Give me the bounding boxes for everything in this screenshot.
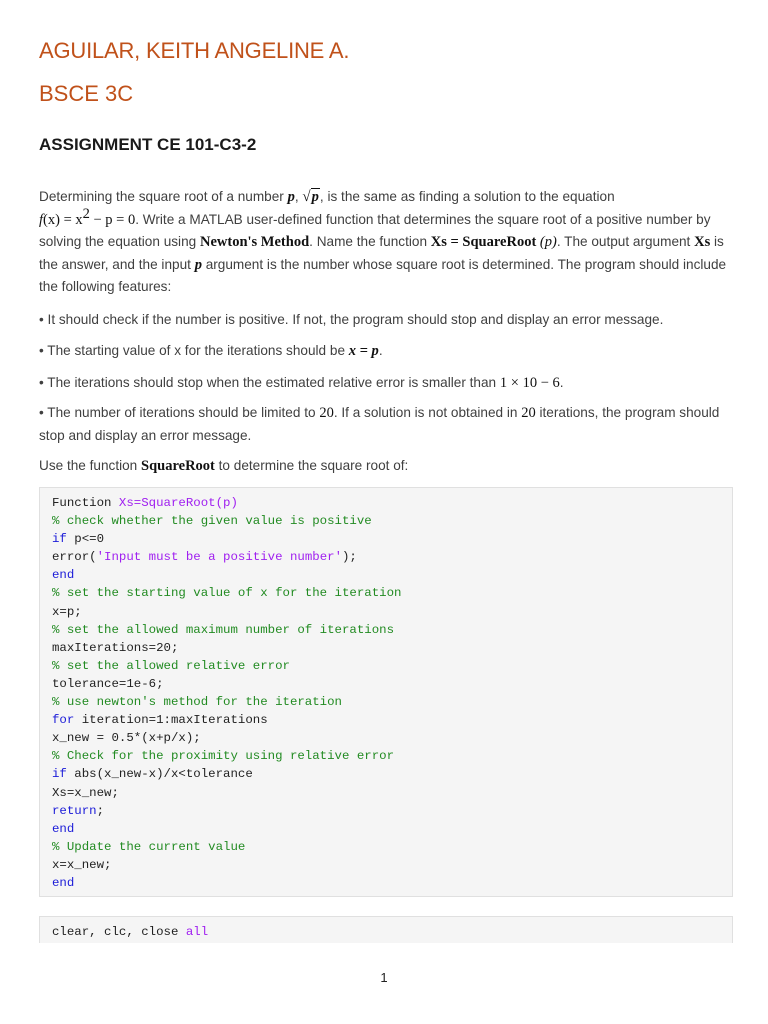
code-text: Function: [52, 496, 119, 510]
code-text: p<=0: [66, 532, 105, 547]
math-20: 20: [521, 405, 536, 421]
bullet-1: • It should check if the number is positive. If not, the program should stop and display an error message.: [39, 312, 664, 327]
math-p: p: [287, 189, 295, 205]
code-listing: [40, 488, 732, 892]
math-sup: 2: [82, 205, 90, 222]
author-section: BSCE 3C: [39, 81, 134, 106]
code-keyword: all: [185, 925, 209, 939]
code-comment: % Update the current value: [52, 839, 246, 854]
code-comment: % check whether the given value is positive: [52, 514, 372, 529]
bullet-4: [39, 402, 733, 446]
bullet-2: [39, 340, 733, 363]
code-text: maxIterations=20;: [52, 640, 179, 655]
text: to determine the square root of:: [214, 458, 409, 473]
text: . If a solution is not obtained in: [333, 405, 522, 420]
newton-method: Newton's Method: [199, 234, 310, 250]
sqrt-symbol: √: [302, 189, 311, 205]
text: • The starting value of x for the iterations should be: [39, 343, 349, 358]
code-text: ;: [96, 803, 105, 818]
function-arg: (p): [536, 234, 557, 250]
text: .: [559, 375, 564, 390]
math-tolerance: 1 × 10 − 6: [499, 375, 560, 391]
math-20: 20: [319, 405, 334, 421]
input-arg: p: [194, 256, 202, 273]
text: . Name the function: [309, 234, 431, 249]
code-comment: % Check for the proximity using relative error: [52, 749, 395, 764]
text: . The output argument: [556, 234, 695, 249]
code-text: Xs=x_new;: [52, 785, 119, 800]
code-text: );: [342, 550, 357, 565]
text: .: [378, 343, 383, 358]
code-block-script: [39, 916, 733, 943]
page-number: 1: [380, 970, 388, 985]
text: Use the function: [39, 458, 142, 473]
code-keyword: end: [52, 875, 75, 890]
code-text: tolerance=1e-6;: [52, 676, 164, 691]
code-comment: % set the allowed maximum number of iterations: [52, 622, 395, 637]
code-text: x_new = 0.5*(x+p/x);: [52, 731, 201, 746]
code-comment: % set the starting value of x for the iteration: [52, 586, 402, 601]
text: . Write a MATLAB user-defined function that determines the square root of a positive number by solving the equation using: [39, 211, 711, 249]
text: iterations, the program should stop and display an error message.: [39, 405, 720, 443]
code-text: x=p;: [52, 604, 82, 619]
text: argument is the number whose square root is determined. The program should include the following features:: [39, 256, 727, 294]
code-listing: [40, 917, 732, 941]
code-keyword: if: [52, 767, 67, 782]
math-sqrt-p: p: [311, 189, 319, 205]
code-keyword: end: [52, 821, 75, 836]
code-comment: % use newton's method for the iteration: [52, 695, 342, 710]
code-string: 'Input must be a positive number': [96, 550, 342, 565]
problem-paragraph: [39, 186, 733, 298]
math-eq: (x) = x: [43, 211, 83, 228]
text: • The iterations should stop when the estimated relative error is smaller than: [39, 375, 500, 390]
code-string: Xs=SquareRoot(p): [118, 496, 238, 510]
code-text: abs(x_new-x)/x<tolerance: [66, 767, 253, 782]
text: , is the same as finding a solution to the equation: [319, 189, 615, 204]
code-text: error(: [52, 550, 97, 565]
code-keyword: if: [52, 532, 67, 547]
code-keyword: end: [52, 568, 75, 583]
text: Determining the square root of a number: [39, 189, 288, 204]
text: • The number of iterations should be limited to: [39, 405, 320, 420]
code-keyword: return: [52, 803, 97, 818]
function-signature: Xs = SquareRoot: [430, 234, 537, 250]
code-text: x=x_new;: [52, 857, 112, 872]
math-x-eq-p: x = p: [348, 343, 379, 359]
math-f: f: [39, 211, 44, 228]
bullet-3: [39, 372, 733, 395]
function-name: SquareRoot: [141, 458, 215, 474]
code-text: clear, clc, close: [52, 925, 186, 939]
code-block-function: [39, 487, 733, 897]
code-keyword: for: [52, 713, 75, 728]
use-function-line: [39, 455, 733, 478]
author-name: AGUILAR, KEITH ANGELINE A.: [39, 38, 350, 63]
code-text: iteration=1:maxIterations: [74, 713, 268, 728]
code-comment: % set the allowed relative error: [52, 658, 290, 673]
text: ,: [294, 189, 303, 204]
text: is the answer, and the input: [39, 234, 724, 272]
math-eq-tail: − p = 0: [89, 211, 136, 228]
output-arg: Xs: [694, 234, 711, 250]
assignment-title: ASSIGNMENT CE 101-C3-2: [39, 135, 257, 154]
